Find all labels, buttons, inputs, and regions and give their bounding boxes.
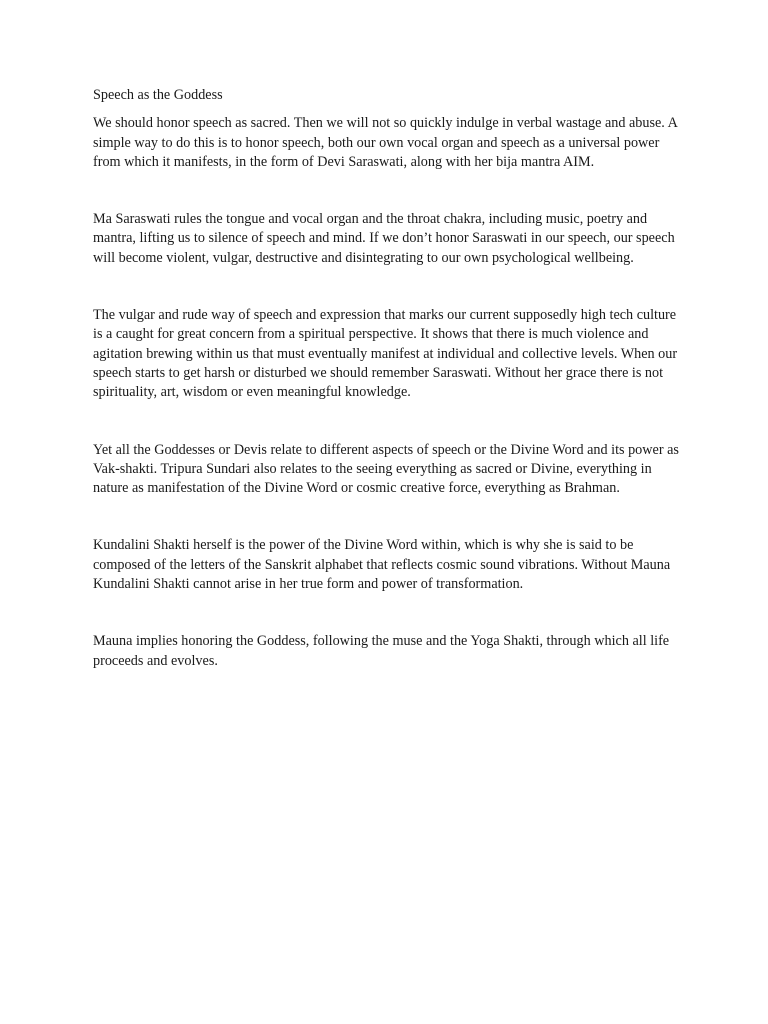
paragraph-5: Kundalini Shakti herself is the power of the Divine Word within, which is why she is said to be composed of the letters of the Sanskrit alphabet that reflects cosmic sound vibrations. Without Mauna Kundalini Shakti cannot arise in her true form and power of transformation. [93, 537, 671, 593]
paragraph-3: The vulgar and rude way of speech and expression that marks our current supposedly high tech culture is a caught for great concern from a spiritual perspective. It shows that there is much violence and agitation brewing within us that must eventually manifest at individual and collective levels. When our speech starts to get harsh or disturbed we should remember Saraswati. Without her grace there is not spirituality, art, wisdom or even meaningful knowledge. [93, 307, 678, 401]
paragraph-4: Yet all the Goddesses or Devis relate to different aspects of speech or the Divine Word and its power as Vak-shakti. Tripura Sundari also relates to the seeing everything as sacred or Divine, everything in nature as manifestation of the Divine Word or cosmic creative force, everything as Brahman. [93, 441, 679, 497]
paragraph-6: Mauna implies honoring the Goddess, following the muse and the Yoga Shakti, through which all life proceeds and evolves. [93, 633, 670, 669]
paragraph-2: Ma Saraswati rules the tongue and vocal organ and the throat chakra, including music, poetry and mantra, lifting us to silence of speech and mind. If we don’t honor Saraswati in our speech, our speech will become violent, vulgar, destructive and disintegrating to our own psychological wellbeing. [93, 211, 675, 266]
paragraph-1: We should honor speech as sacred. Then we will not so quickly indulge in verbal wastage and abuse. A simple way to do this is to honor speech, both our own vocal organ and speech as a universal power from which it manifests, in the form of Devi Saraswati, along with her bija mantra AIM. [93, 115, 678, 170]
document-title: Speech as the Goddess [93, 87, 223, 103]
document-page [93, 86, 683, 709]
